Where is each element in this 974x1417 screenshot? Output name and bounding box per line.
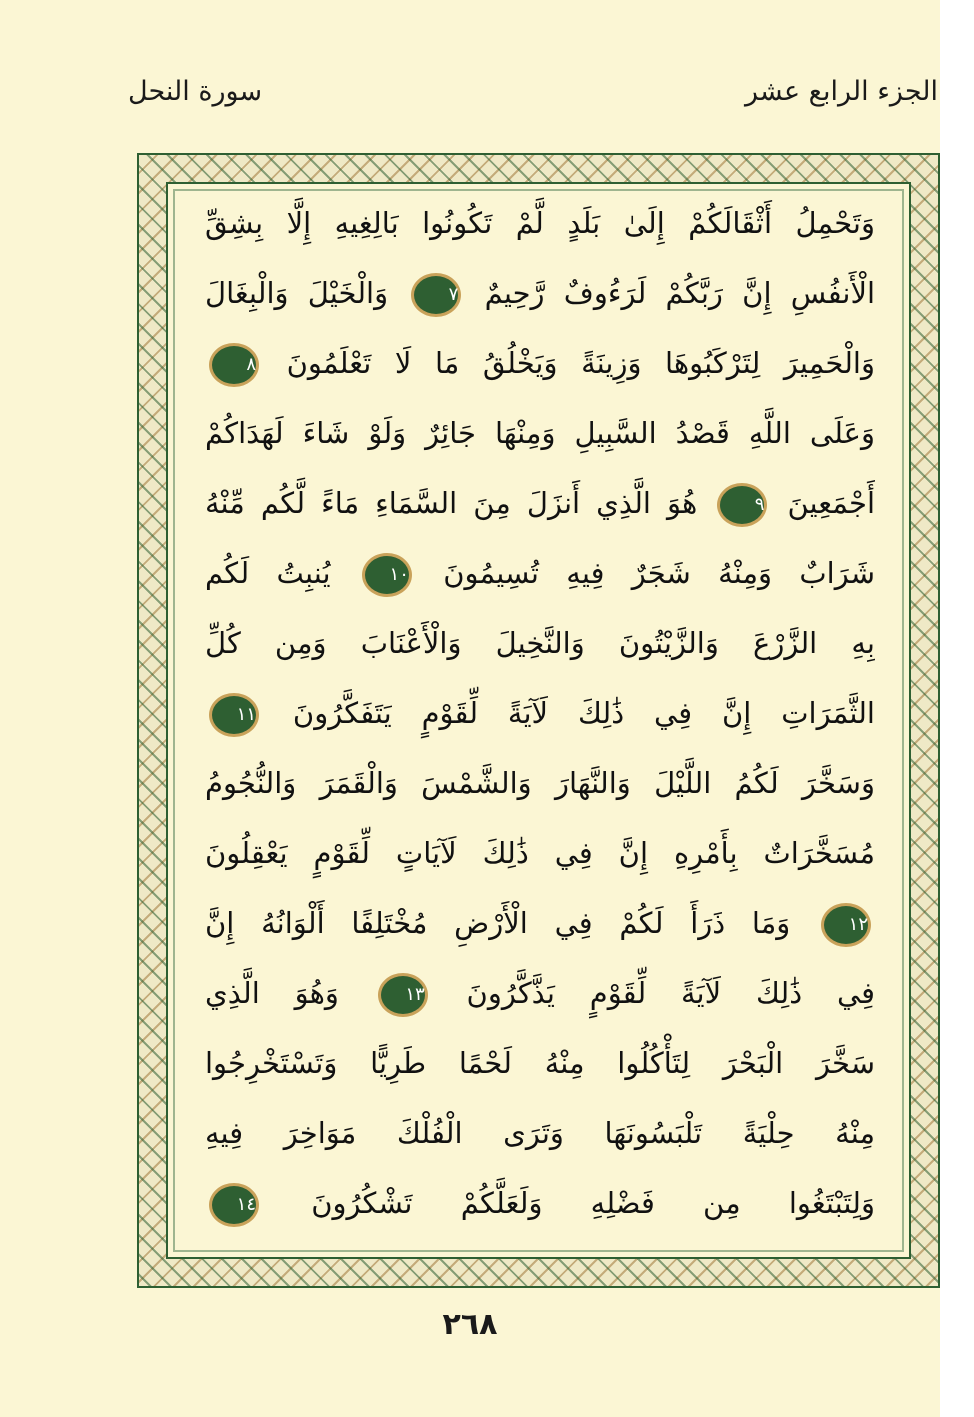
verse-line (205, 260, 875, 326)
surah-name-header: سورة النحل (128, 76, 263, 107)
page-number: ٢٦٨ (442, 1307, 498, 1342)
verse-text: وَمَا ذَرَأَ لَكُمْ فِي الْأَرْضِ مُخْتَلِفًا أَلْوَانُهُ إِنَّ (205, 906, 791, 940)
verse-text: أَجْمَعِينَ (787, 486, 875, 520)
verse-text: بِهِ الزَّرْعَ وَالزَّيْتُونَ وَالنَّخِيلَ وَالْأَعْنَابَ وَمِن كُلِّ (205, 626, 875, 660)
verse-text: هُوَ الَّذِي أَنزَلَ مِنَ السَّمَاءِ مَاءً لَّكُم مِّنْهُ (205, 486, 698, 520)
verse-line (205, 890, 875, 956)
verse-text: وَهُوَ الَّذِي (205, 976, 339, 1010)
verse-line (205, 1030, 875, 1096)
ayah-number-marker: ٧ (411, 273, 461, 317)
verse-line (205, 400, 875, 466)
verse-line (205, 960, 875, 1026)
verse-line (205, 820, 875, 886)
page-edge (940, 0, 974, 1417)
ayah-number-marker: ١١ (209, 693, 259, 737)
verse-text: يُنبِتُ لَكُم (205, 556, 331, 590)
verse-text: مِنْهُ حِلْيَةً تَلْبَسُونَهَا وَتَرَى الْفُلْكَ مَوَاخِرَ فِيهِ (205, 1116, 875, 1150)
verse-line (205, 330, 875, 396)
verses-text-block (205, 190, 875, 1250)
ayah-number-marker: ٨ (209, 343, 259, 387)
ayah-number-marker: ١٤ (209, 1183, 259, 1227)
verse-text: سَخَّرَ الْبَحْرَ لِتَأْكُلُوا مِنْهُ لَحْمًا طَرِيًّا وَتَسْتَخْرِجُوا (205, 1046, 875, 1080)
verse-text: فِي ذَٰلِكَ لَآيَةً لِّقَوْمٍ يَذَّكَّرُونَ (466, 976, 875, 1010)
ayah-number-marker: ١٠ (362, 553, 412, 597)
verse-text: مُسَخَّرَاتٌ بِأَمْرِهِ إِنَّ فِي ذَٰلِكَ لَآيَاتٍ لِّقَوْمٍ يَعْقِلُونَ (205, 836, 875, 870)
verse-text: شَرَابٌ وَمِنْهُ شَجَرٌ فِيهِ تُسِيمُونَ (443, 556, 875, 590)
verse-text: وَلِتَبْتَغُوا مِن فَضْلِهِ وَلَعَلَّكُمْ تَشْكُرُونَ (311, 1186, 875, 1220)
verse-line (205, 540, 875, 606)
verse-text: وَتَحْمِلُ أَثْقَالَكُمْ إِلَىٰ بَلَدٍ لَّمْ تَكُونُوا بَالِغِيهِ إِلَّا بِشِقِّ (205, 206, 875, 240)
verse-text: وَالْحَمِيرَ لِتَرْكَبُوهَا وَزِينَةً وَيَخْلُقُ مَا لَا تَعْلَمُونَ (286, 346, 875, 380)
juz-name-header: الجزء الرابع عشر (744, 76, 938, 107)
verse-line (205, 1100, 875, 1166)
ayah-number-marker: ١٣ (378, 973, 428, 1017)
verse-line (205, 470, 875, 536)
verse-line (205, 610, 875, 676)
verse-line (205, 1170, 875, 1236)
verse-line (205, 750, 875, 816)
verse-text: الْأَنفُسِ إِنَّ رَبَّكُمْ لَرَءُوفٌ رَّحِيمٌ (484, 276, 875, 310)
verse-text: وَالْخَيْلَ وَالْبِغَالَ (205, 276, 389, 310)
ayah-number-marker: ١٢ (821, 903, 871, 947)
verse-line (205, 680, 875, 746)
verse-line (205, 190, 875, 256)
verse-text: وَعَلَى اللَّهِ قَصْدُ السَّبِيلِ وَمِنْهَا جَائِرٌ وَلَوْ شَاءَ لَهَدَاكُمْ (205, 416, 875, 450)
ayah-number-marker: ٩ (717, 483, 767, 527)
verse-text: الثَّمَرَاتِ إِنَّ فِي ذَٰلِكَ لَآيَةً لِّقَوْمٍ يَتَفَكَّرُونَ (292, 696, 875, 730)
verse-text: وَسَخَّرَ لَكُمُ اللَّيْلَ وَالنَّهَارَ وَالشَّمْسَ وَالْقَمَرَ وَالنُّجُومُ (205, 766, 875, 800)
